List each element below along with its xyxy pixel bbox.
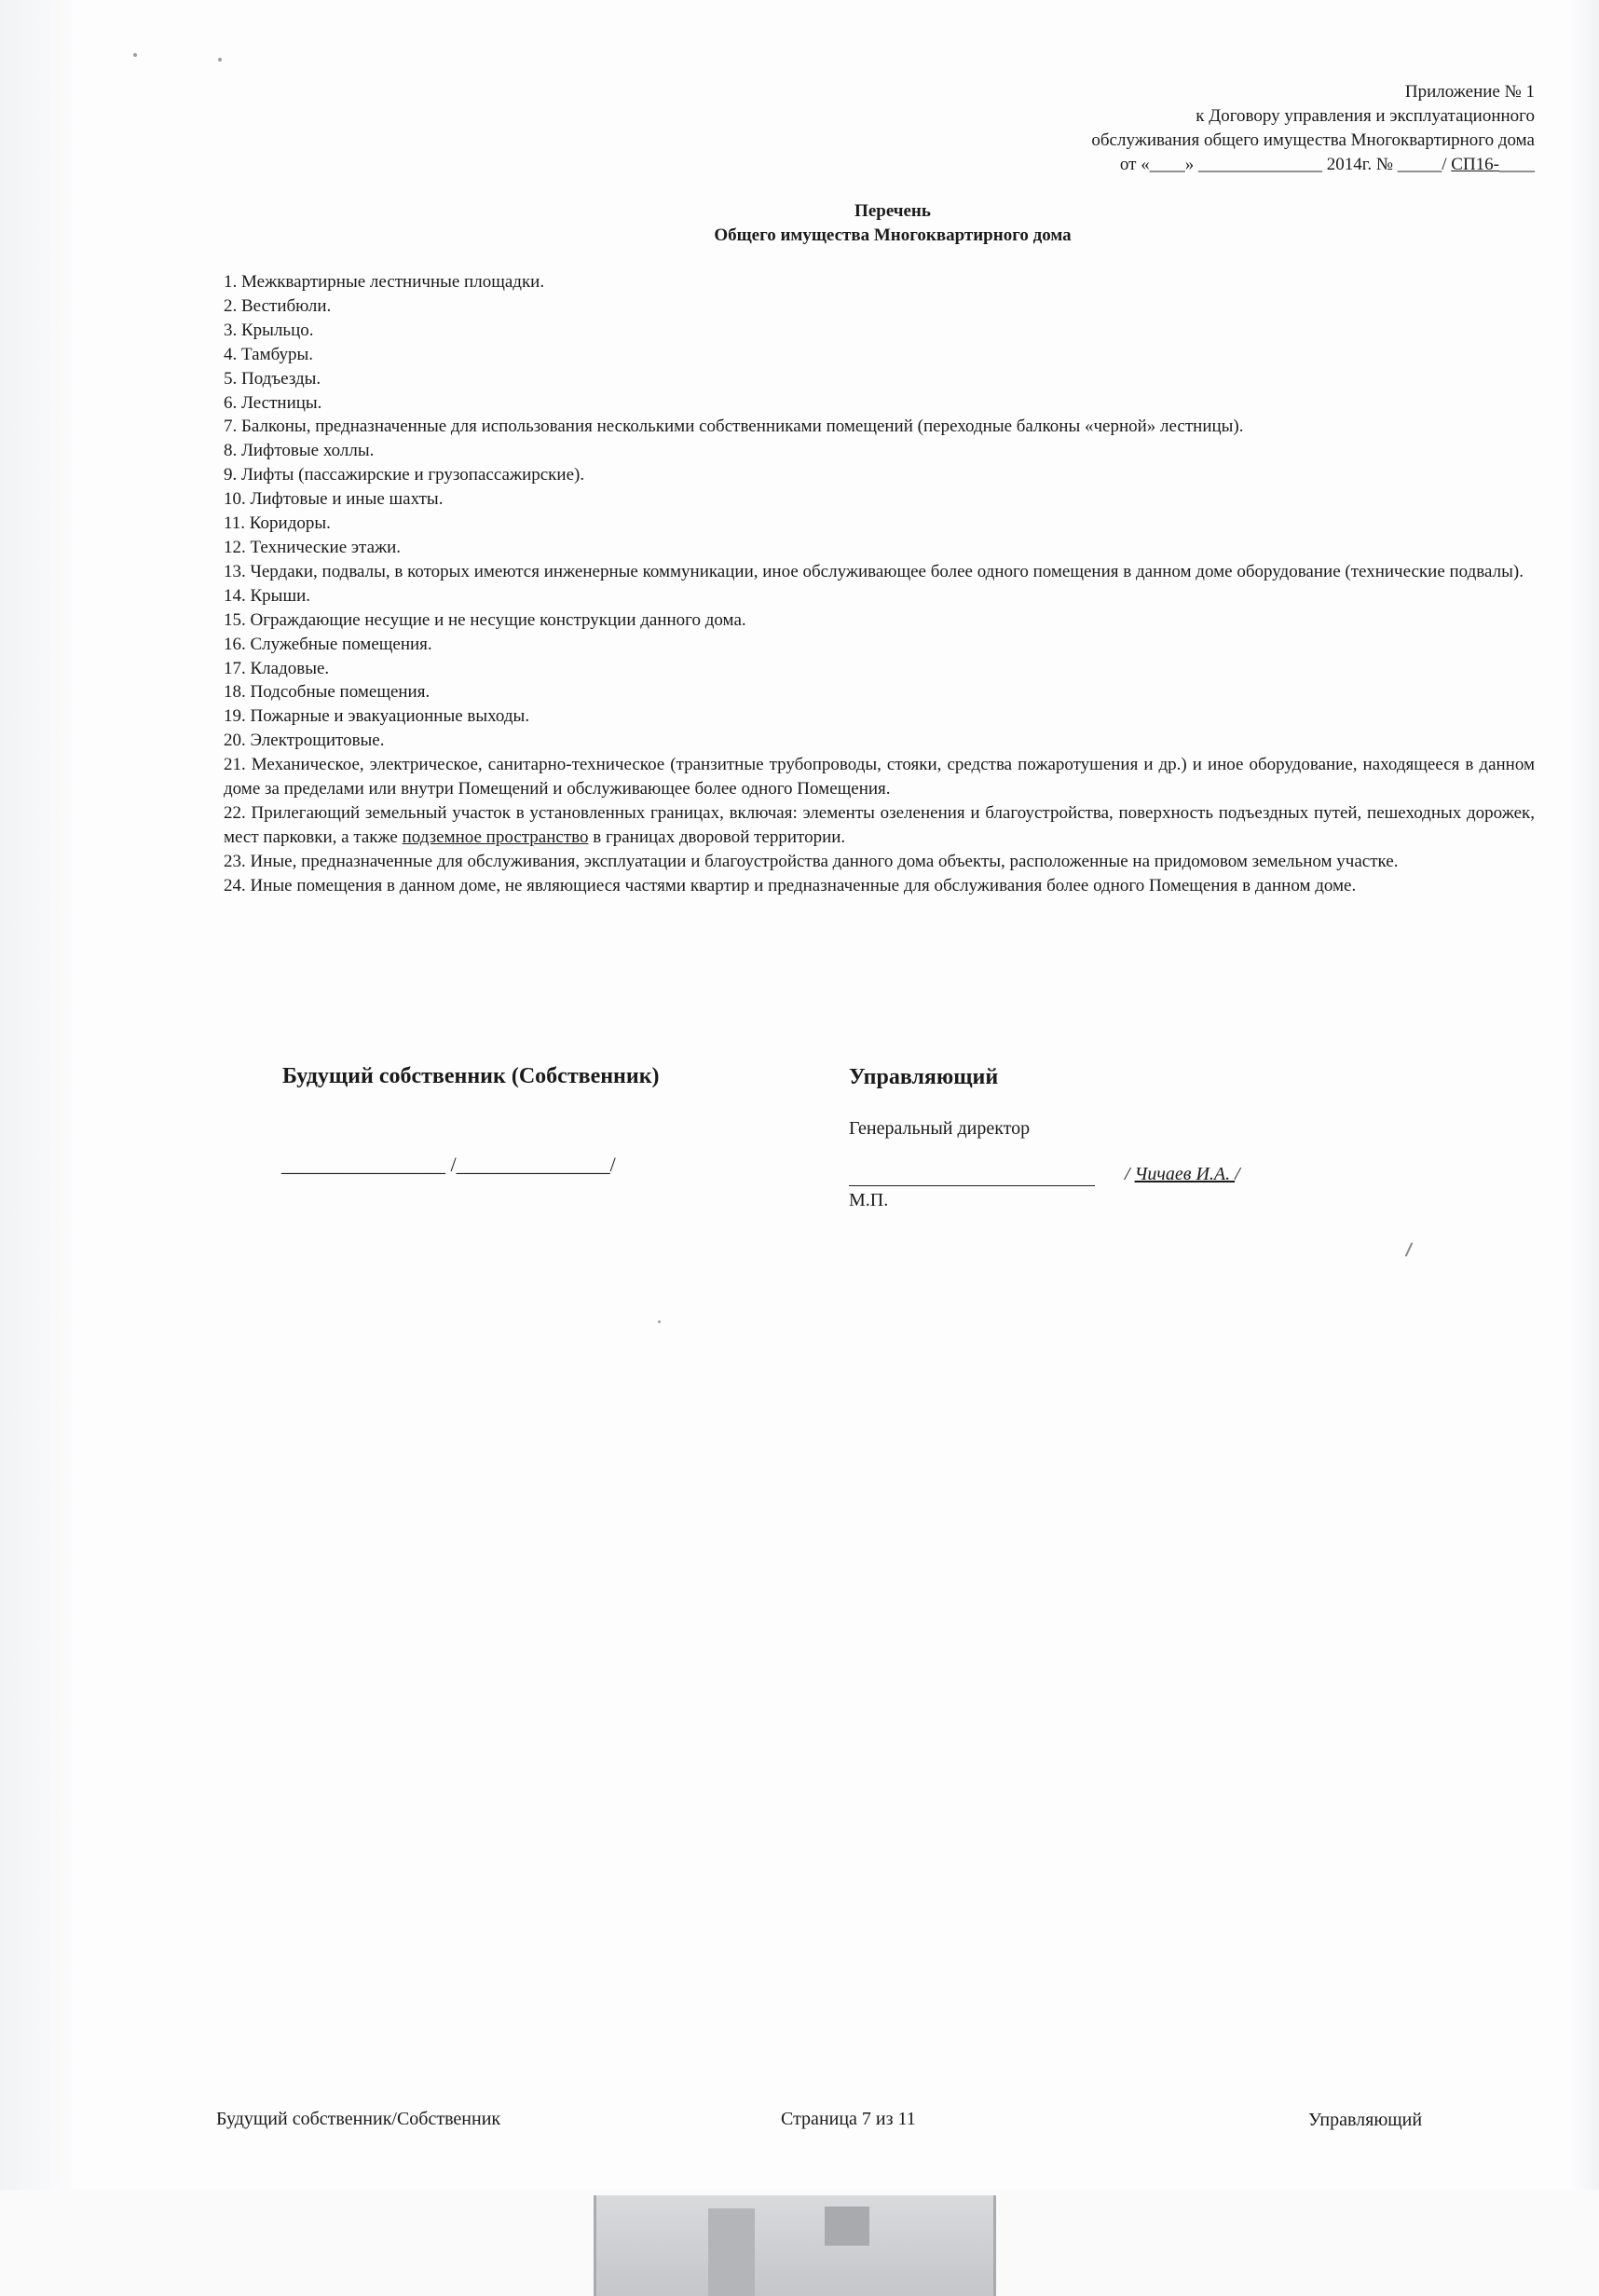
list-item: 23. Иные, предназначенные для обслуживания, эксплуатации и благоустройства данного дома объекты, расположенные на придомовом земельном участке. [224, 851, 1399, 871]
scan-edge-left [0, 0, 73, 2190]
scanner-artifact-shape [825, 2207, 869, 2246]
item-22-text-start: 22. Прилегающий земельный участок в установленных границах, включая: элементы озеленения и благоустройства, поверхность подъездных путей, пешеходных дорожек, мест парковки, а также [224, 802, 1535, 847]
list-item: 20. Электрощитовые. [224, 731, 385, 751]
list-item: 4. Тамбуры. [224, 344, 314, 364]
title-line-1: Перечень [854, 201, 931, 221]
list-item: 14. Крыши. [224, 585, 310, 606]
list-item: 9. Лифты (пассажирские и грузопассажирские). [224, 465, 585, 485]
list-item: 8. Лифтовые холлы. [224, 441, 375, 461]
manager-name-prefix: / [1125, 1164, 1135, 1184]
list-item: 5. Подъезды. [224, 368, 321, 389]
scan-speck [133, 53, 137, 57]
scanner-artifact-shape [708, 2208, 755, 2296]
stamp-place-label: М.П. [849, 1190, 889, 1210]
scan-speck [658, 1320, 661, 1323]
list-item: 21. Механическое, электрическое, санитарно-техническое (транзитные трубопроводы, стояки, средства пожаротушения и др.) и иное оборудование, находящееся в данном доме за пределами или внутри Помещений и обслуживающее более одного Помещения. [224, 755, 1535, 800]
list-item: 2. Вестибюли. [224, 295, 332, 316]
annex-contract-code: СП16- [1451, 155, 1499, 174]
list-item: 7. Балконы, предназначенные для использования несколькими собственниками помещений (переходные балконы «черной» лестницы). [224, 417, 1244, 437]
manager-signature-title: Управляющий [849, 1065, 999, 1089]
owner-signature-line: ________________ /_______________/ [281, 1153, 616, 1176]
annex-contract-subject: обслуживания общего имущества Многоквартирного дома [1091, 130, 1535, 150]
document-title [0, 199, 1599, 248]
list-item: 18. Подсобные помещения. [224, 682, 430, 703]
manager-name-value: Чичаев И.А. [1134, 1164, 1236, 1184]
item-22-underlined-term: подземное пространство [402, 827, 589, 847]
title-line-2: Общего имущества Многоквартирного дома [714, 226, 1072, 245]
manager-name [1125, 1162, 1240, 1186]
list-item: 19. Пожарные и эвакуационные выходы. [224, 706, 530, 727]
list-item: 15. Ограждающие несущие и не несущие конструкции данного дома. [224, 609, 746, 630]
annex-date-prefix: от «____» ______________ 2014г. № _____/ [1119, 155, 1452, 174]
list-item: 16. Служебные помещения. [224, 634, 432, 654]
manager-name-suffix: / [1235, 1164, 1240, 1184]
footer-owner-label: Будущий собственник/Собственник [216, 2109, 501, 2129]
list-item: 6. Лестницы. [224, 392, 322, 413]
annex-contract-date [696, 153, 1535, 177]
common-property-list [224, 270, 1535, 898]
list-item: 10. Лифтовые и иные шахты. [224, 489, 444, 510]
annex-header [696, 80, 1535, 177]
list-item: 13. Чердаки, подвалы, в которых имеются инженерные коммуникации, иное обслуживающее более одного помещения в данном доме оборудование (технические подвалы). [224, 561, 1524, 581]
annex-contract-ref: к Договору управления и эксплуатационного [1196, 106, 1535, 126]
list-item: 1. Межквартирные лестничные площадки. [224, 272, 545, 292]
item-22-text-end: в границах дворовой территории. [588, 827, 846, 847]
manager-signature-line [849, 1163, 1095, 1186]
list-item: 24. Иные помещения в данном доме, не являющиеся частями квартир и предназначенные для обслуживания более одного Помещения в данном доме. [224, 875, 1357, 895]
scanner-artifact [594, 2195, 996, 2296]
owner-signature-title: Будущий собственник (Собственник) [282, 1064, 660, 1088]
scan-edge-right [1571, 0, 1599, 2190]
manager-position: Генеральный директор [849, 1118, 1031, 1139]
annex-number: Приложение № 1 [1404, 82, 1535, 102]
annex-date-suffix: ____ [1499, 155, 1535, 174]
footer-manager-label: Управляющий [1308, 2110, 1423, 2130]
list-item: 11. Коридоры. [224, 513, 331, 534]
list-item: 3. Крыльцо. [224, 320, 314, 340]
list-item: 12. Технические этажи. [224, 537, 402, 557]
footer-page-number: Страница 7 из 11 [781, 2109, 916, 2129]
scan-stray-mark [1405, 1242, 1414, 1256]
scan-speck [218, 58, 222, 62]
list-item: 17. Кладовые. [224, 658, 330, 678]
list-item-22 [224, 801, 1535, 850]
